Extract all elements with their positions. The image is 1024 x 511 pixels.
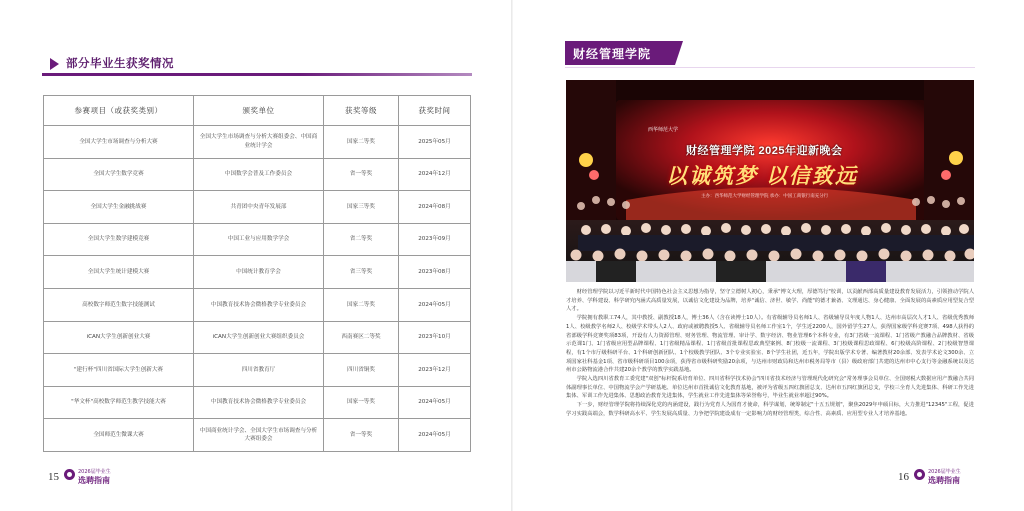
header-rule: [565, 67, 975, 68]
cell-competition: 全国大学生数学建模竞赛: [44, 223, 194, 256]
cell-award-level: 国家三等奖: [324, 191, 399, 224]
awards-table-body: [44, 126, 471, 452]
cell-awarding-body: 中国教育技术协会微格教学专业委员会: [194, 288, 324, 321]
cell-award-level: 省一等奖: [324, 158, 399, 191]
table-row: [44, 288, 471, 321]
college-title-tag: [565, 41, 675, 65]
table-row: [44, 158, 471, 191]
banner-subtitle: 主办：西华师范大学财经管理学院 承办：中国工商银行南充分行: [701, 193, 829, 198]
cell-award-level: 省三等奖: [324, 256, 399, 289]
cell-award-date: 2024年05月: [399, 419, 471, 452]
audience-bodies-1: [578, 235, 974, 251]
cell-awarding-body: 四川省教育厅: [194, 354, 324, 387]
table-row: [44, 256, 471, 289]
footer-logo-icon: [64, 469, 75, 480]
triangle-marker-icon: [50, 58, 59, 70]
cell-award-date: 2024年12月: [399, 158, 471, 191]
cell-awarding-body: 中国统计教育学会: [194, 256, 324, 289]
page-number: 16: [898, 471, 909, 483]
table-row: [44, 386, 471, 419]
paragraph: 财经管理学院以习近平新时代中国特色社会主义思想为指导，坚守立德树人初心，秉承"博文大理，厚德笃行"校训，以贡献西部高质量建设教育发展活力，引领推动学院人才培养、学科建设、科学研究内涵式高质量发展，以诚信文化建设为品牌，培养"诚信、济世、敏学、尚能"的德才兼备、文理通达、身心健康、全面发展的高素质应用型复合型人才。: [566, 289, 974, 313]
banner-slogan: 以诚筑梦 以信致远: [666, 165, 858, 188]
cell-award-level: 国家二等奖: [324, 288, 399, 321]
footer-guide-label: 选聘指南: [928, 476, 960, 485]
left-footer: [48, 466, 148, 488]
cell-competition: iCAN大学生创新创业大赛: [44, 321, 194, 354]
header-awarding-body: 颁奖单位: [194, 96, 324, 126]
cell-award-date: 2023年12月: [399, 354, 471, 387]
event-photo: [566, 80, 974, 282]
page-number: 15: [48, 471, 59, 483]
table-row: [44, 354, 471, 387]
table-row: [44, 223, 471, 256]
table-header-row: [44, 96, 471, 126]
cell-award-date: 2024年05月: [399, 386, 471, 419]
cell-award-date: 2023年10月: [399, 321, 471, 354]
cell-award-level: 国家一等奖: [324, 386, 399, 419]
page-spine: [511, 0, 513, 511]
cell-competition: 全国大学生金融挑战赛: [44, 191, 194, 224]
footer-year-label: 2026届毕业生: [928, 469, 961, 475]
cell-award-level: 省一等奖: [324, 419, 399, 452]
cell-award-level: 省二等奖: [324, 223, 399, 256]
banner-logo-text: 西华师范大学: [648, 127, 679, 133]
cell-competition: "建行杯"四川省国际大学生创新大赛: [44, 354, 194, 387]
header-award-level: 获奖等级: [324, 96, 399, 126]
header-competition: 参赛项目（或获奖类别）: [44, 96, 194, 126]
cell-competition: 全国师范生微课大赛: [44, 419, 194, 452]
cell-competition: 全国大学生统计建模大赛: [44, 256, 194, 289]
header-award-date: 获奖时间: [399, 96, 471, 126]
table-row: [44, 321, 471, 354]
cell-award-date: 2025年05月: [399, 126, 471, 159]
footer-logo-icon: [914, 469, 925, 480]
table-row: [44, 419, 471, 452]
awards-table: [43, 95, 471, 452]
cell-competition: 全国大学生市场调查与分析大赛: [44, 126, 194, 159]
banner-title: 财经管理学院 2025年迎新晚会: [686, 145, 843, 157]
section-rule: [42, 73, 472, 76]
cell-awarding-body: 中国教育技术协会微格教学专业委员会: [194, 386, 324, 419]
footer-year-label: 2026届毕业生: [78, 469, 111, 475]
cell-competition: 高校数字师范生数字技能测试: [44, 288, 194, 321]
cell-awarding-body: 中国数学会普及工作委员会: [194, 158, 324, 191]
cell-award-date: 2024年05月: [399, 288, 471, 321]
cell-awarding-body: 共青团中央青年发展部: [194, 191, 324, 224]
cell-awarding-body: 中国商业统计学会、全国大学生市场调查与分析大赛组委会: [194, 419, 324, 452]
cell-awarding-body: 中国工业与应用数学学会: [194, 223, 324, 256]
paragraph: 学院拥有教职工74人，其中教授、副教授18人，博士36人（含在读博士10人）。有省级辅导员名师1人、省级辅导员年度人物1人、达州市高层次人才1人、省级优秀教师1人、校级教学名师2人、校级学术带头人2人、政府或被聘教授5人、省级辅导员名师工作室1个，学生近2200人，国外留学生27人，获得国家级学科竞赛7项、498人获得的省部级学科竞赛奖项83项，开设有人力资源管理、财务管理、物流管理、审计学、数字经济、物业管理6个本科专业，有3门省级一流课程、1门省级产教融合品牌教材、省级示范课1门、1门省级应用型品牌课程、1门省级精品课程、1门省级首批课程思政典型案例、8门校级一流课程、3门校级课程思政课程、6门校级高阶课程、2门校级智慧课程，有1个市厅级科研平台、1个科研创新团队、1个校级教学团队、3个专业实验室、8个学生社团，近五年，学院出版学术专著、编著教材20余部、发表学术论文300余、立项国家社科基金1项、省市级科研项目100余项，获得省市级科研奖励20余项，与达州市财政局和达州市税务局等市（县）级政府部门共建的达州市中心支行等金融系统以及达州市公路物流港合作共建20余个教学的教学实践基地。: [566, 315, 974, 374]
cell-award-level: 西南赛区二等奖: [324, 321, 399, 354]
footer-guide-label: 选聘指南: [78, 476, 110, 485]
paragraph: 学院入选四川省教育工委党建"双创"标杆院系培育单位、四川省科学技术协会"四川省技术经济与管理现代化研究会"常务理事会员单位、全国财税大数据应用产教融合共同体副理事长单位、中国物流学会产学研基地、单位达州市首批诚信文化教育基地，被评为省级五四红旗团总支、达州市五四红旗团总支，学校三全育人先进集体、科研工作先进集体、军训工作先进集体、思想政治教育先进集体，学生就业工作先进集体等荣誉称号，毕业生就业率超过90%。: [566, 376, 974, 400]
college-description: [566, 288, 974, 419]
cell-competition: "华文杯"高校数学师范生教学技能大赛: [44, 386, 194, 419]
cell-awarding-body: iCAN大学生创新创业大赛组织委员会: [194, 321, 324, 354]
audience-bodies-2: [566, 261, 974, 282]
section-title: 部分毕业生获奖情况: [66, 56, 174, 70]
cell-awarding-body: 全国大学生市场调查与分析大赛组委会、中国商业统计学会: [194, 126, 324, 159]
section-header: [42, 54, 472, 74]
table-row: [44, 126, 471, 159]
cell-award-level: 四川省铜奖: [324, 354, 399, 387]
table-row: [44, 191, 471, 224]
right-footer: [898, 466, 998, 488]
cell-award-level: 国家二等奖: [324, 126, 399, 159]
college-title: 财经管理学院: [573, 47, 652, 61]
cell-competition: 全国大学生数学竞赛: [44, 158, 194, 191]
cell-award-date: 2023年09月: [399, 223, 471, 256]
cell-award-date: 2023年08月: [399, 256, 471, 289]
paragraph: 下一步，财经管理学院将持续深化党的内涵建设，践行为党育人为国育才使命，科学谋划，统筹制定"十五五规划"，聚焦2029年申硕目标，大力推进"12345"工程，促进学习实践高端会，数学科研高水平、学生发展高质量、力争把学院建设成有一定影响力的财经管理类，综合性、高素质、应用型专业人才培养基地。: [566, 402, 974, 417]
cell-award-date: 2024年08月: [399, 191, 471, 224]
